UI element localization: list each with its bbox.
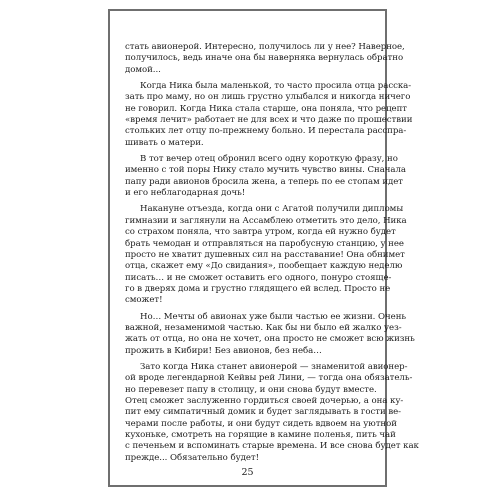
text-line: со страхом поняла, что завтра утром, когда ей нужно будет xyxy=(125,227,396,238)
book-page xyxy=(108,9,419,487)
text-line: с печеньем и вспоминать старые времена. И все снова будет как xyxy=(125,441,419,452)
text-line: черами после работы, и они будут сидеть вдвоем на уютной xyxy=(125,418,397,429)
text-line: «время лечит» работает не для всех и что даже по прошествии xyxy=(125,115,413,126)
text-line: жать от отца, но она не хочет, она просто не сможет всю жизнь xyxy=(125,334,415,345)
paragraph xyxy=(125,204,407,306)
text-line: Когда Ника была маленькой, то часто просила отца расска- xyxy=(140,81,412,92)
text-line: получилось, ведь иначе она бы наверняка вернулась обратно xyxy=(125,53,404,64)
text-line: В тот вечер отец обронил всего одну короткую фразу, но xyxy=(140,154,398,165)
text-line: ой вроде легендарной Кейвы рей Лини, — тогда она обязатель- xyxy=(125,373,413,384)
text-line: просто не хватит душевных сил на расставание! Она обнимет xyxy=(125,249,405,260)
text-line: пит ему симпатичный домик и будет заглядывать в гости ве- xyxy=(125,407,402,418)
paragraph xyxy=(125,311,415,357)
text-line: Накануне отъезда, когда они с Агатой получили дипломы xyxy=(140,204,404,215)
text-line: но перевезет папу в столицу, и они снова будут вместе. xyxy=(125,384,377,395)
text-line: важной, незаменимой частью. Как бы ни было ей жалко уез- xyxy=(125,322,402,333)
text-line: прежде... Обязательно будет! xyxy=(125,452,260,463)
text-line: стольких лет отцу по-прежнему больно. И перестала расспра- xyxy=(125,126,407,137)
text-line: гимназии и заглянули на Ассамблею отметить это дело, Ника xyxy=(125,215,407,226)
paragraph xyxy=(125,154,406,199)
text-line: го в дверях дома и грустно глядящего ей вслед. Просто не xyxy=(125,283,391,294)
paragraph xyxy=(125,42,405,76)
text-line: брать чемодан и отправляться на паробусную станцию, у нее xyxy=(125,238,404,249)
text-line: кухоньке, смотреть на горящие в камине поленья, пить чай xyxy=(125,430,396,440)
text-line: сможет! xyxy=(125,295,163,306)
text-line: отца, скажет ему «До свидания», пообещает каждую неделю xyxy=(125,261,403,272)
text-line: не говорил. Когда Ника стала старше, она поняла, что рецепт xyxy=(125,103,407,114)
text-line: и его неблагодарная дочь! xyxy=(125,188,246,199)
text-line: именно с той поры Нику стало мучить чувство вины. Сначала xyxy=(125,165,406,176)
body-text xyxy=(125,42,419,464)
text-line: Зато когда Ника станет авионерой — знаменитой авионер- xyxy=(140,361,408,372)
paragraph xyxy=(125,361,419,464)
text-line: папу ради авионов бросила жена, а теперь по ее стопам идет xyxy=(125,176,404,187)
text-line: зать про маму, но он лишь грустно улыбался и никогда ничего xyxy=(125,92,411,103)
text-line: прожить в Кибири! Без авионов, без неба… xyxy=(125,345,322,356)
text-line: Отец сможет заслуженно гордиться своей дочерью, а она ку- xyxy=(125,395,404,406)
text-line: писать… и не сможет оставить его одного, понуро стояще- xyxy=(125,272,392,283)
paragraph xyxy=(125,81,413,149)
text-line: Но… Мечты об авионах уже были частью ее жизни. Очень xyxy=(140,311,406,322)
text-line: шивать о матери. xyxy=(125,137,204,148)
text-line: домой... xyxy=(125,64,161,75)
page-number: 25 xyxy=(241,467,254,478)
text-line: стать авионерой. Интересно, получилось ли у нее? Наверное, xyxy=(125,42,405,52)
